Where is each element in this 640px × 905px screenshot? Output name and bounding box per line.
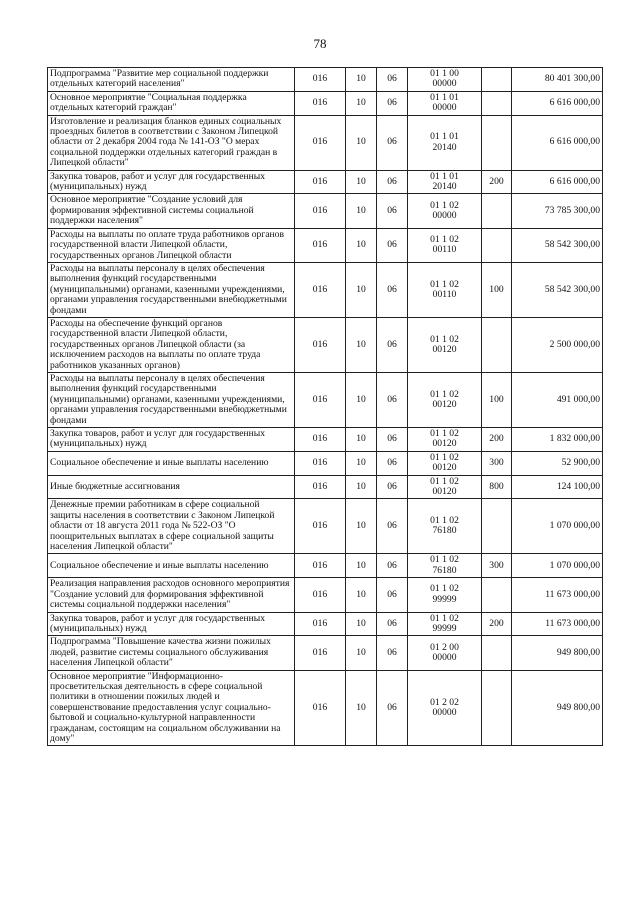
row-name: Основное мероприятие "Создание условий для формирования эффективной системы социальной поддержки населения" <box>48 194 295 228</box>
subsection-code: 06 <box>377 670 408 746</box>
subsection-code: 06 <box>377 612 408 636</box>
row-name: Основное мероприятие "Информационно-просветительская деятельность в сфере социальной политики в отношении пожилых людей и совершенствование предоставления услуг социально-бытовой и социально-культурной направленности гражданам, состоящим на социальном обслуживании на дому" <box>48 670 295 746</box>
target-article-code: 01 1 02 00120 <box>408 428 482 452</box>
row-name: Закупка товаров, работ и услуг для государственных (муниципальных) нужд <box>48 428 295 452</box>
row-name: Закупка товаров, работ и услуг для государственных (муниципальных) нужд <box>48 170 295 194</box>
subsection-code: 06 <box>377 554 408 578</box>
amount-value: 58 542 300,00 <box>512 228 603 262</box>
expense-type-code: 200 <box>482 170 512 194</box>
target-article-code: 01 1 01 00000 <box>408 91 482 115</box>
table-row <box>48 612 603 636</box>
expense-type-code <box>482 91 512 115</box>
expense-type-code <box>482 115 512 170</box>
expense-type-code: 800 <box>482 475 512 499</box>
amount-value: 1 832 000,00 <box>512 428 603 452</box>
subsection-code: 06 <box>377 91 408 115</box>
target-article-code: 01 1 02 99999 <box>408 578 482 612</box>
row-name: Денежные премии работникам в сфере социальной защиты населения в соответствии с Законом Липецкой области от 18 августа 2011 года № 522-ОЗ "О поощрительных выплатах в сфере социальной защиты населения Липецкой области" <box>48 499 295 554</box>
section-code: 10 <box>346 428 377 452</box>
ministry-code: 016 <box>295 372 346 427</box>
expense-type-code: 300 <box>482 554 512 578</box>
amount-value: 6 616 000,00 <box>512 115 603 170</box>
table-row <box>48 91 603 115</box>
row-name: Расходы на выплаты по оплате труда работников органов государственной власти Липецкой области, государственных органов Липецкой области <box>48 228 295 262</box>
amount-value: 58 542 300,00 <box>512 262 603 317</box>
target-article-code: 01 1 02 00120 <box>408 475 482 499</box>
target-article-code: 01 1 02 00110 <box>408 262 482 317</box>
section-code: 10 <box>346 554 377 578</box>
expense-type-code <box>482 499 512 554</box>
budget-table <box>47 67 603 746</box>
section-code: 10 <box>346 475 377 499</box>
table-row <box>48 228 603 262</box>
target-article-code: 01 1 02 00110 <box>408 228 482 262</box>
amount-value: 491 000,00 <box>512 372 603 427</box>
amount-value: 6 616 000,00 <box>512 170 603 194</box>
subsection-code: 06 <box>377 228 408 262</box>
section-code: 10 <box>346 578 377 612</box>
subsection-code: 06 <box>377 578 408 612</box>
expense-type-code: 100 <box>482 262 512 317</box>
ministry-code: 016 <box>295 636 346 670</box>
table-row <box>48 194 603 228</box>
row-name: Расходы на обеспечение функций органов государственной власти Липецкой области, государственных органов Липецкой области (за исключением расходов на выплаты по оплате труда работников указанных органов) <box>48 317 295 372</box>
table-row <box>48 636 603 670</box>
row-name: Основное мероприятие "Социальная поддержка отдельных категорий граждан" <box>48 91 295 115</box>
expense-type-code <box>482 670 512 746</box>
target-article-code: 01 1 01 20140 <box>408 170 482 194</box>
amount-value: 11 673 000,00 <box>512 578 603 612</box>
ministry-code: 016 <box>295 578 346 612</box>
amount-value: 52 900,00 <box>512 451 603 475</box>
table-row <box>48 428 603 452</box>
expense-type-code: 300 <box>482 451 512 475</box>
target-article-code: 01 2 02 00000 <box>408 670 482 746</box>
subsection-code: 06 <box>377 451 408 475</box>
section-code: 10 <box>346 670 377 746</box>
table-row <box>48 475 603 499</box>
subsection-code: 06 <box>377 262 408 317</box>
section-code: 10 <box>346 91 377 115</box>
section-code: 10 <box>346 262 377 317</box>
table-row <box>48 670 603 746</box>
amount-value: 11 673 000,00 <box>512 612 603 636</box>
table-row <box>48 451 603 475</box>
ministry-code: 016 <box>295 262 346 317</box>
row-name: Расходы на выплаты персоналу в целях обеспечения выполнения функций государственными (муниципальными) органами, казенными учреждениями, органами управления государственными внебюджетными фондами <box>48 262 295 317</box>
expense-type-code <box>482 228 512 262</box>
ministry-code: 016 <box>295 228 346 262</box>
subsection-code: 06 <box>377 475 408 499</box>
ministry-code: 016 <box>295 194 346 228</box>
expense-type-code: 100 <box>482 372 512 427</box>
section-code: 10 <box>346 68 377 92</box>
row-name: Изготовление и реализация бланков единых социальных проездных билетов в соответствии с Законом Липецкой области от 2 декабря 2004 года № 141-ОЗ "О мерах социальной поддержки отдельных категорий граждан в Липецкой области" <box>48 115 295 170</box>
section-code: 10 <box>346 194 377 228</box>
row-name: Социальное обеспечение и иные выплаты населению <box>48 451 295 475</box>
ministry-code: 016 <box>295 428 346 452</box>
expense-type-code <box>482 578 512 612</box>
target-article-code: 01 2 00 00000 <box>408 636 482 670</box>
amount-value: 73 785 300,00 <box>512 194 603 228</box>
ministry-code: 016 <box>295 451 346 475</box>
amount-value: 80 401 300,00 <box>512 68 603 92</box>
row-name: Реализация направления расходов основного мероприятия "Создание условий для формирования эффективной системы социальной поддержки населения" <box>48 578 295 612</box>
expense-type-code <box>482 636 512 670</box>
ministry-code: 016 <box>295 68 346 92</box>
amount-value: 124 100,00 <box>512 475 603 499</box>
page-number: 78 <box>313 36 327 51</box>
target-article-code: 01 1 02 76180 <box>408 499 482 554</box>
table-row <box>48 317 603 372</box>
table-row <box>48 372 603 427</box>
expense-type-code <box>482 317 512 372</box>
expense-type-code <box>482 194 512 228</box>
ministry-code: 016 <box>295 612 346 636</box>
row-name: Закупка товаров, работ и услуг для государственных (муниципальных) нужд <box>48 612 295 636</box>
target-article-code: 01 1 02 99999 <box>408 612 482 636</box>
row-name: Подпрограмма "Повышение качества жизни пожилых людей, развитие системы социального обслуживания населения Липецкой области" <box>48 636 295 670</box>
subsection-code: 06 <box>377 170 408 194</box>
section-code: 10 <box>346 636 377 670</box>
table-row <box>48 499 603 554</box>
table-row <box>48 115 603 170</box>
row-name: Расходы на выплаты персоналу в целях обеспечения выполнения функций государственными (муниципальными) органами, казенными учреждениями, органами управления государственными внебюджетными фондами <box>48 372 295 427</box>
section-code: 10 <box>346 170 377 194</box>
subsection-code: 06 <box>377 428 408 452</box>
amount-value: 949 800,00 <box>512 670 603 746</box>
ministry-code: 016 <box>295 670 346 746</box>
target-article-code: 01 1 02 00120 <box>408 372 482 427</box>
row-name: Подпрограмма "Развитие мер социальной поддержки отдельных категорий населения" <box>48 68 295 92</box>
table-row <box>48 170 603 194</box>
target-article-code: 01 1 02 00120 <box>408 317 482 372</box>
amount-value: 2 500 000,00 <box>512 317 603 372</box>
row-name: Иные бюджетные ассигнования <box>48 475 295 499</box>
ministry-code: 016 <box>295 170 346 194</box>
section-code: 10 <box>346 317 377 372</box>
table-row <box>48 262 603 317</box>
section-code: 10 <box>346 115 377 170</box>
amount-value: 1 070 000,00 <box>512 554 603 578</box>
table-body <box>48 68 603 746</box>
row-name: Социальное обеспечение и иные выплаты населению <box>48 554 295 578</box>
section-code: 10 <box>346 499 377 554</box>
ministry-code: 016 <box>295 475 346 499</box>
subsection-code: 06 <box>377 317 408 372</box>
subsection-code: 06 <box>377 115 408 170</box>
section-code: 10 <box>346 612 377 636</box>
table-row <box>48 68 603 92</box>
table-row <box>48 554 603 578</box>
table-row <box>48 578 603 612</box>
amount-value: 1 070 000,00 <box>512 499 603 554</box>
ministry-code: 016 <box>295 499 346 554</box>
expense-type-code: 200 <box>482 428 512 452</box>
subsection-code: 06 <box>377 636 408 670</box>
section-code: 10 <box>346 228 377 262</box>
section-code: 10 <box>346 372 377 427</box>
target-article-code: 01 1 02 00000 <box>408 194 482 228</box>
subsection-code: 06 <box>377 499 408 554</box>
amount-value: 949 800,00 <box>512 636 603 670</box>
target-article-code: 01 1 02 00120 <box>408 451 482 475</box>
subsection-code: 06 <box>377 194 408 228</box>
expense-type-code: 200 <box>482 612 512 636</box>
target-article-code: 01 1 01 20140 <box>408 115 482 170</box>
ministry-code: 016 <box>295 317 346 372</box>
subsection-code: 06 <box>377 68 408 92</box>
section-code: 10 <box>346 451 377 475</box>
subsection-code: 06 <box>377 372 408 427</box>
ministry-code: 016 <box>295 554 346 578</box>
target-article-code: 01 1 00 00000 <box>408 68 482 92</box>
ministry-code: 016 <box>295 91 346 115</box>
target-article-code: 01 1 02 76180 <box>408 554 482 578</box>
amount-value: 6 616 000,00 <box>512 91 603 115</box>
ministry-code: 016 <box>295 115 346 170</box>
expense-type-code <box>482 68 512 92</box>
